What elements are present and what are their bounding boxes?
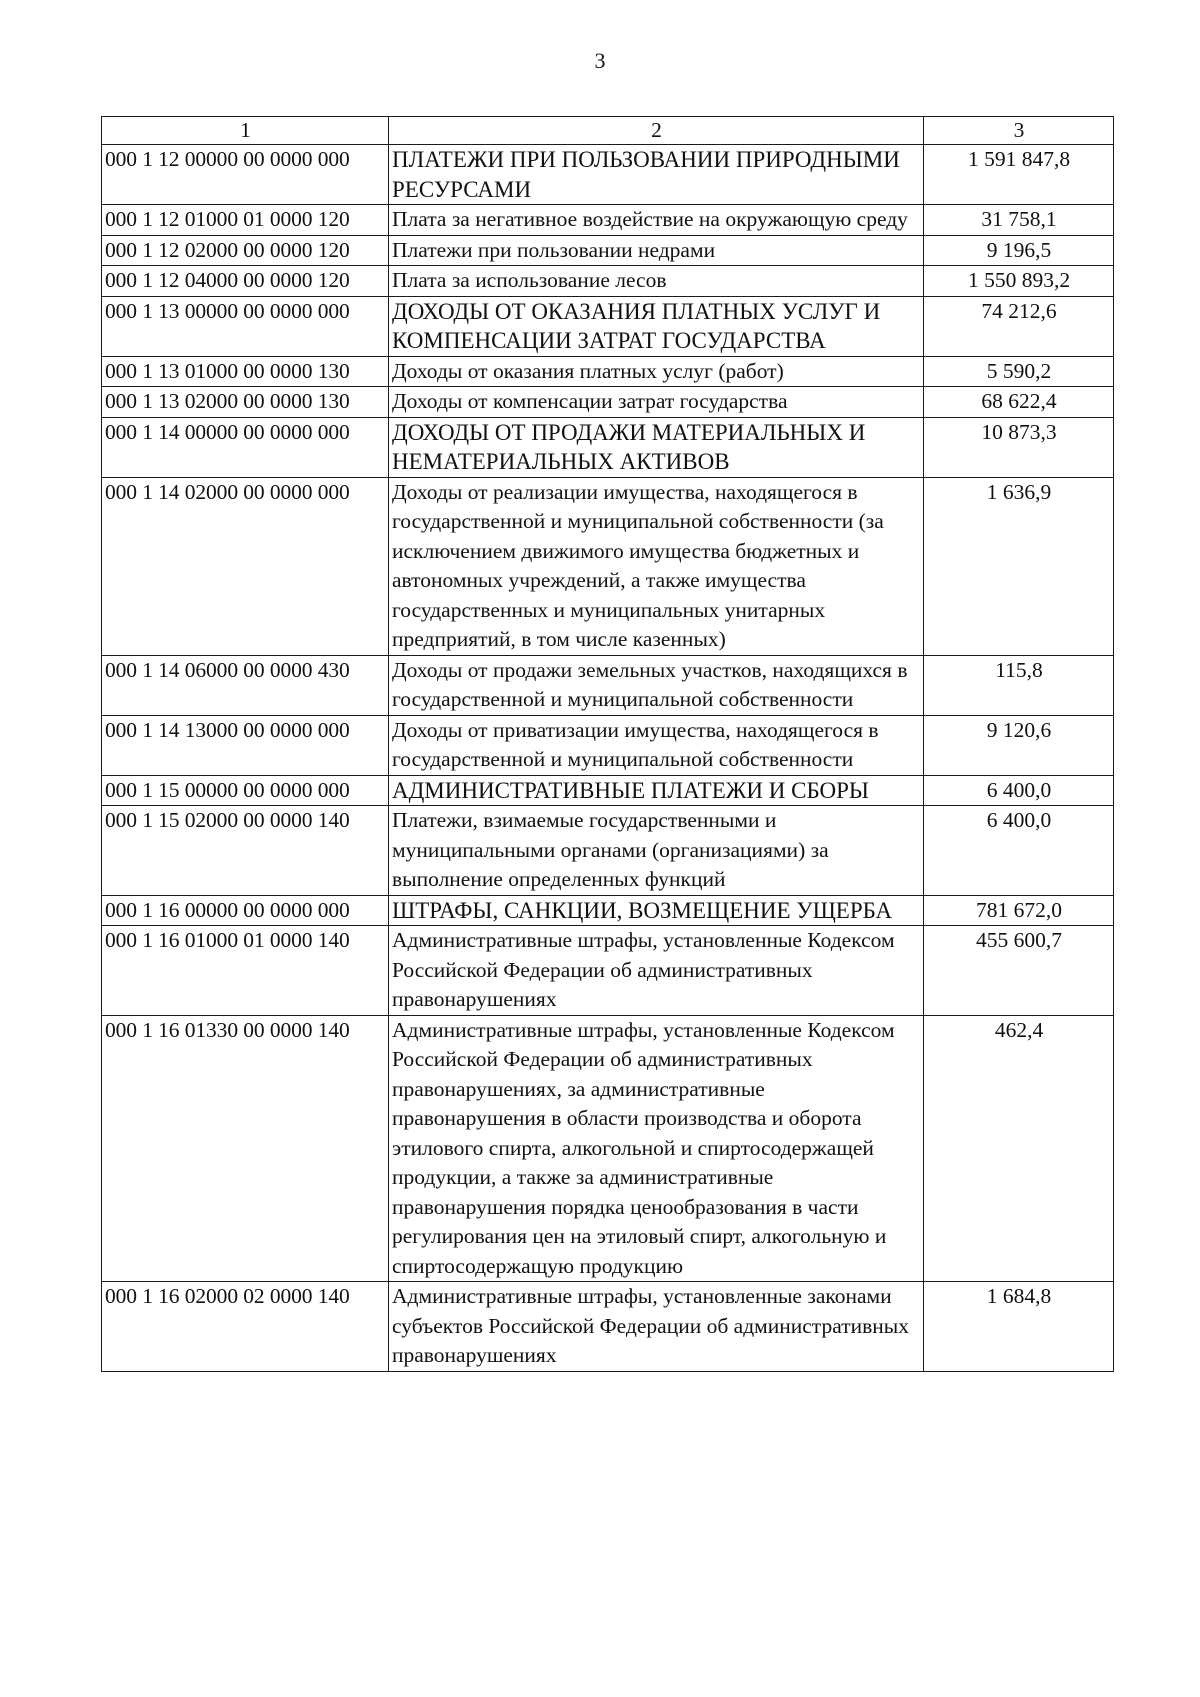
row-code: 000 1 14 13000 00 0000 000	[102, 715, 389, 775]
row-amount: 9 120,6	[924, 715, 1114, 775]
row-amount: 1 636,9	[924, 477, 1114, 655]
row-name: ШТРАФЫ, САНКЦИИ, ВОЗМЕЩЕНИЕ УЩЕРБА	[389, 895, 924, 926]
row-amount: 462,4	[924, 1015, 1114, 1282]
row-amount: 1 550 893,2	[924, 266, 1114, 297]
table-row	[102, 235, 1114, 266]
column-header-code: 1	[102, 117, 389, 145]
row-amount: 9 196,5	[924, 235, 1114, 266]
row-name: Плата за негативное воздействие на окружающую среду	[389, 205, 924, 236]
revenue-table	[101, 116, 1114, 1372]
row-amount: 74 212,6	[924, 296, 1114, 356]
row-amount: 5 590,2	[924, 356, 1114, 387]
table-row	[102, 1015, 1114, 1282]
row-amount: 781 672,0	[924, 895, 1114, 926]
row-name: ДОХОДЫ ОТ ПРОДАЖИ МАТЕРИАЛЬНЫХ И НЕМАТЕРИАЛЬНЫХ АКТИВОВ	[389, 417, 924, 477]
row-code: 000 1 16 00000 00 0000 000	[102, 895, 389, 926]
table-row	[102, 715, 1114, 775]
row-code: 000 1 12 04000 00 0000 120	[102, 266, 389, 297]
table-row	[102, 266, 1114, 297]
table-row	[102, 655, 1114, 715]
row-amount: 6 400,0	[924, 775, 1114, 806]
row-amount: 115,8	[924, 655, 1114, 715]
column-header-amount: 3	[924, 117, 1114, 145]
row-code: 000 1 14 02000 00 0000 000	[102, 477, 389, 655]
row-name: АДМИНИСТРАТИВНЫЕ ПЛАТЕЖИ И СБОРЫ	[389, 775, 924, 806]
row-code: 000 1 16 01000 01 0000 140	[102, 926, 389, 1016]
table-row	[102, 205, 1114, 236]
row-name: ПЛАТЕЖИ ПРИ ПОЛЬЗОВАНИИ ПРИРОДНЫМИ РЕСУРСАМИ	[389, 145, 924, 205]
row-code: 000 1 13 00000 00 0000 000	[102, 296, 389, 356]
row-name: Административные штрафы, установленные законами субъектов Российской Федерации об административных правонарушениях	[389, 1282, 924, 1372]
table-row	[102, 895, 1114, 926]
table-row	[102, 926, 1114, 1016]
row-name: Платежи при пользовании недрами	[389, 235, 924, 266]
row-amount: 1 684,8	[924, 1282, 1114, 1372]
table-row	[102, 806, 1114, 896]
row-name: Плата за использование лесов	[389, 266, 924, 297]
row-amount: 455 600,7	[924, 926, 1114, 1016]
row-name: ДОХОДЫ ОТ ОКАЗАНИЯ ПЛАТНЫХ УСЛУГ И КОМПЕНСАЦИИ ЗАТРАТ ГОСУДАРСТВА	[389, 296, 924, 356]
page-number: 3	[594, 48, 606, 73]
row-amount: 68 622,4	[924, 387, 1114, 418]
row-name: Доходы от приватизации имущества, находящегося в государственной и муниципальной собственности	[389, 715, 924, 775]
row-name: Доходы от продажи земельных участков, находящихся в государственной и муниципальной собственности	[389, 655, 924, 715]
row-name: Доходы от реализации имущества, находящегося в государственной и муниципальной собственности (за исключением движимого имущества бюджетных и автономных учреждений, а также имущества государственных и муниципальных унитарных предприятий, в том числе казенных)	[389, 477, 924, 655]
row-name: Административные штрафы, установленные Кодексом Российской Федерации об административных правонарушениях, за административные правонарушения в области производства и оборота этилового спирта, алкогольной и спиртосодержащей продукции, а также за административные правонарушения порядка ценообразования в части регулирования цен на этиловый спирт, алкогольную и спиртосодержащую продукцию	[389, 1015, 924, 1282]
row-code: 000 1 16 01330 00 0000 140	[102, 1015, 389, 1282]
row-code: 000 1 16 02000 02 0000 140	[102, 1282, 389, 1372]
table-row	[102, 417, 1114, 477]
row-code: 000 1 15 02000 00 0000 140	[102, 806, 389, 896]
table-row	[102, 775, 1114, 806]
table-header-row	[102, 117, 1114, 145]
table-row	[102, 356, 1114, 387]
row-code: 000 1 12 02000 00 0000 120	[102, 235, 389, 266]
row-amount: 10 873,3	[924, 417, 1114, 477]
row-name: Административные штрафы, установленные Кодексом Российской Федерации об административных правонарушениях	[389, 926, 924, 1016]
row-code: 000 1 12 01000 01 0000 120	[102, 205, 389, 236]
column-header-name: 2	[389, 117, 924, 145]
row-code: 000 1 13 02000 00 0000 130	[102, 387, 389, 418]
row-code: 000 1 12 00000 00 0000 000	[102, 145, 389, 205]
table-row	[102, 477, 1114, 655]
table-row	[102, 387, 1114, 418]
table-row	[102, 296, 1114, 356]
row-code: 000 1 15 00000 00 0000 000	[102, 775, 389, 806]
row-name: Доходы от компенсации затрат государства	[389, 387, 924, 418]
row-code: 000 1 14 00000 00 0000 000	[102, 417, 389, 477]
row-amount: 1 591 847,8	[924, 145, 1114, 205]
row-name: Доходы от оказания платных услуг (работ)	[389, 356, 924, 387]
row-amount: 6 400,0	[924, 806, 1114, 896]
row-amount: 31 758,1	[924, 205, 1114, 236]
table-row	[102, 1282, 1114, 1372]
row-name: Платежи, взимаемые государственными и муниципальными органами (организациями) за выполнение определенных функций	[389, 806, 924, 896]
row-code: 000 1 14 06000 00 0000 430	[102, 655, 389, 715]
row-code: 000 1 13 01000 00 0000 130	[102, 356, 389, 387]
table-row	[102, 145, 1114, 205]
